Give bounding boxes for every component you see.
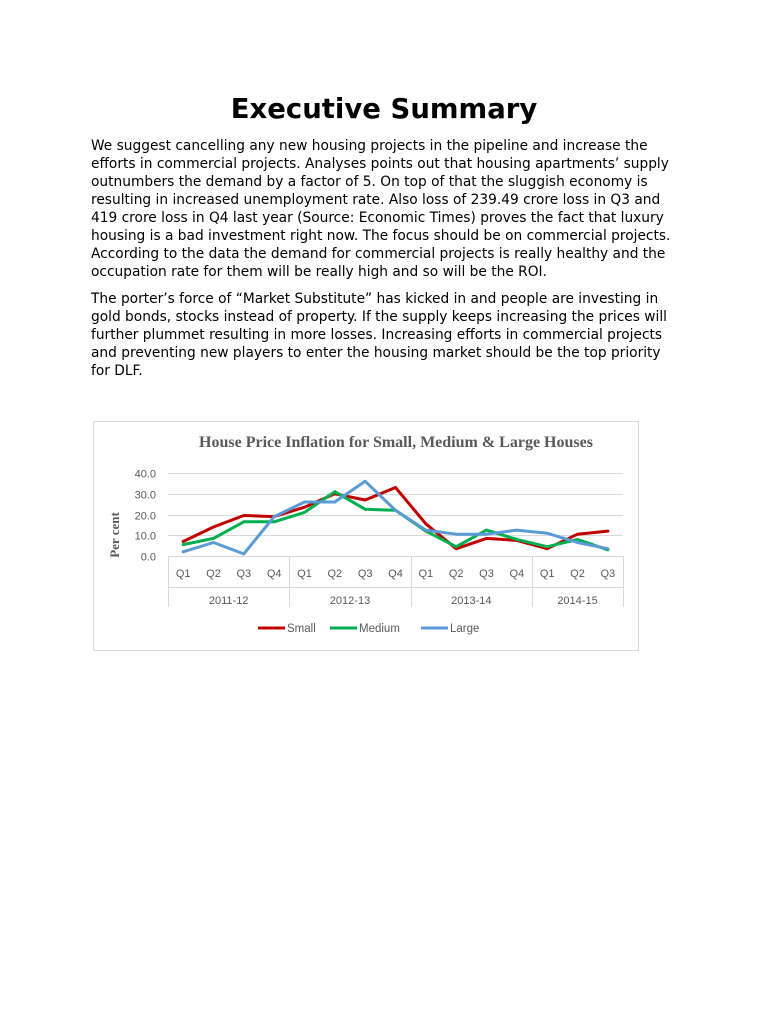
data-point-medium <box>182 543 185 546</box>
data-point-large <box>242 553 245 556</box>
paragraph: We suggest cancelling any new housing projects in the pipeline and increase the efforts in commercial projects. Analyses points out that housing apartments’ supply outnumbers the demand by a factor of 5. On top of that the sluggish economy is resulting in increased unemployment rate. Also loss of 239.49 crore loss in Q3 and 419 crore loss in Q4 last year (Source: Economic Times) proves the fact that luxury housing is a bad investment right now. The focus should be on commercial projects. According to the data the demand for commercial projects is really healthy and the occupation rate for them will be really high and so will be the ROI. <box>91 138 671 280</box>
data-point-large <box>576 541 579 544</box>
data-point-large <box>394 509 397 512</box>
data-point-small <box>606 530 609 533</box>
data-point-large <box>182 550 185 553</box>
data-point-large <box>212 541 215 544</box>
legend-label-small: Small <box>287 623 316 635</box>
data-point-small <box>182 540 185 543</box>
data-point-large <box>485 533 488 536</box>
y-tick-label: 40.0 <box>134 468 156 481</box>
x-tick-label: Q2 <box>327 568 343 580</box>
x-tick-label: Q3 <box>357 568 373 580</box>
data-point-medium <box>485 529 488 532</box>
data-point-large <box>303 501 306 504</box>
data-point-medium <box>515 538 518 541</box>
data-point-medium <box>303 511 306 514</box>
data-point-large <box>515 529 518 532</box>
data-point-large <box>273 515 276 518</box>
paragraph: The porter’s force of “Market Substitute” has kicked in and people are investing in gold bonds, stocks instead of property. If the supply keeps increasing the prices will further plummet resulting in more losses. Increasing efforts in commercial projects and preventing new players to enter the housing market should be the top priority for DLF. <box>91 291 667 379</box>
data-point-small <box>212 526 215 529</box>
data-point-medium <box>333 490 336 493</box>
chart-title: House Price Inflation for Small, Medium & Large Houses <box>199 434 593 451</box>
page-title: Executive Summary <box>230 93 538 125</box>
document-body <box>91 137 683 389</box>
x-tick-label: Q1 <box>175 568 191 580</box>
x-group-label: 2011-12 <box>208 595 249 607</box>
data-point-small <box>424 522 427 525</box>
data-point-medium <box>576 538 579 541</box>
x-tick-label: Q1 <box>539 568 555 580</box>
x-tick-label: Q3 <box>600 568 616 580</box>
data-point-small <box>394 486 397 489</box>
x-tick-label: Q1 <box>418 568 434 580</box>
y-tick-label: 20.0 <box>134 510 156 523</box>
x-tick-label: Q4 <box>266 568 282 580</box>
data-point-small <box>364 499 367 502</box>
data-point-medium <box>455 545 458 548</box>
x-tick-label: Q4 <box>388 568 403 580</box>
x-tick-label: Q4 <box>509 568 525 580</box>
data-point-large <box>333 501 336 504</box>
data-point-medium <box>546 545 549 548</box>
data-point-medium <box>273 520 276 523</box>
data-point-small <box>242 514 245 517</box>
data-point-medium <box>242 520 245 523</box>
data-point-large <box>606 547 609 550</box>
x-tick-label: Q3 <box>236 568 252 580</box>
x-group-label: 2013-14 <box>451 595 492 607</box>
data-point-large <box>546 532 549 535</box>
x-group-label: 2014-15 <box>557 595 598 607</box>
data-point-medium <box>364 508 367 511</box>
y-tick-label: 10.0 <box>134 530 156 543</box>
y-axis-title: Per cent <box>107 512 122 558</box>
data-point-large <box>424 529 427 532</box>
data-point-small <box>576 533 579 536</box>
legend-label-medium: Medium <box>359 623 400 635</box>
data-point-large <box>364 480 367 483</box>
data-point-small <box>303 506 306 509</box>
x-tick-label: Q2 <box>206 568 221 580</box>
x-tick-label: Q2 <box>448 568 464 580</box>
legend-label-large: Large <box>450 623 480 635</box>
x-tick-label: Q2 <box>570 568 585 580</box>
y-tick-label: 0.0 <box>140 551 156 564</box>
data-point-medium <box>212 537 215 540</box>
x-tick-label: Q1 <box>297 568 312 580</box>
data-point-small <box>485 537 488 540</box>
chart <box>93 421 639 651</box>
x-tick-label: Q3 <box>479 568 494 580</box>
data-point-large <box>455 533 458 536</box>
x-group-label: 2012-13 <box>329 595 371 607</box>
y-tick-label: 30.0 <box>134 489 156 502</box>
